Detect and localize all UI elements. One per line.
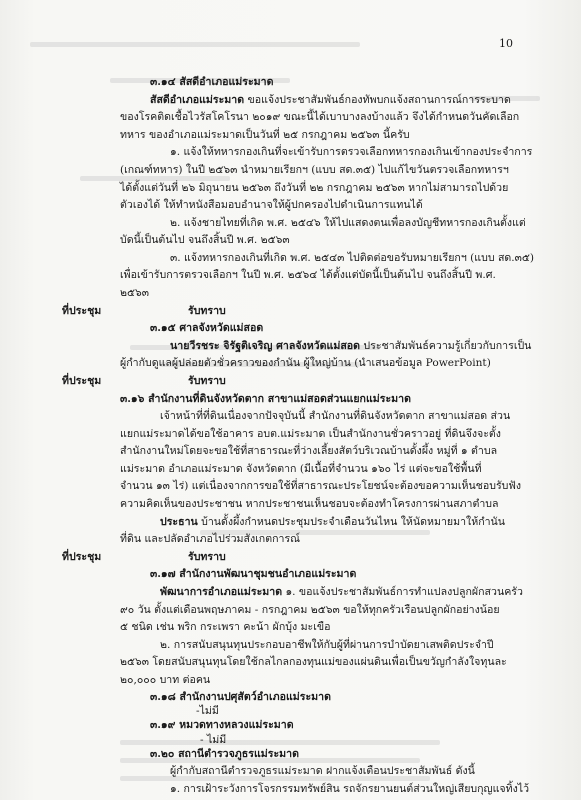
- acknowledged-text: รับทราบ: [188, 304, 226, 317]
- paragraph-line: ตัวเองได้ ให้ทำหนังสือมอบอำนาจให้ผู้ปกครองไปดำเนินการแทนได้: [120, 199, 423, 212]
- paragraph-line: ๒. การสนับสนุนทุนประกอบอาชีพให้กับผู้ที่ผ่านการบำบัดยาเสพติดประจำปี: [160, 638, 494, 651]
- paragraph-line: ๒๐,๐๐๐ บาท ต่อคน: [120, 673, 211, 686]
- meeting-label: ที่ประชุม: [62, 550, 102, 563]
- section-heading: ๓.๑๖ สำนักงานที่ดินจังหวัดตาก สาขาแม่สอดส่วนแยกแม่ระมาด: [120, 392, 411, 405]
- paragraph-line: ที่ดิน และปลัดอำเภอไปร่วมสังเกตการณ์: [120, 533, 300, 546]
- paragraph-line: แยกแม่ระมาดได้ขอใช้อาคาร อบต.แม่ระมาด เป็นสำนักงานชั่วคราวอยู่ ที่ดินจึงจะตั้ง: [120, 427, 501, 440]
- paragraph-line: ๒. แจ้งชายไทยที่เกิด พ.ศ. ๒๕๔๖ ให้ไปแสดงตนเพื่อลงบัญชีทหารกองเกินตั้งแต่: [170, 216, 526, 229]
- acknowledged-text: รับทราบ: [188, 374, 226, 387]
- paragraph-line: เจ้าหน้าที่ที่ดินเนื่องจากปัจจุบันนี้ สำนักงานที่ดินจังหวัดตาก สาขาแม่สอด ส่วน: [160, 410, 511, 423]
- line-text: ๑. ขอแจ้งประชาสัมพันธ์การทำแปลงปลูกผักสวนครัว: [282, 585, 523, 598]
- speaker-name: นายวีรชระ จิรัฐติเจริญ ศาลจังหวัดแม่สอด: [170, 339, 361, 352]
- line-text: บ้านดั้งผึ้งกำหนดประชุมประจำเดือนวันไหน ให้นัดหมายมาให้กำนัน: [197, 515, 506, 528]
- paragraph-line: [170, 339, 531, 353]
- paragraph-line: [160, 585, 523, 599]
- line-text: ประชาสัมพันธ์ความรู้เกี่ยวกับการเป็น: [360, 339, 532, 352]
- paragraph-line: ๙๐ วัน ตั้งแต่เดือนพฤษภาคม - กรกฎาคม ๒๕๖๓ ขอให้ทุกครัวเรือนปลูกผักอย่างน้อย: [120, 603, 500, 616]
- paragraph-line: เพื่อเข้ารับการตรวจเลือกฯ ในปี พ.ศ. ๒๕๖๔ ได้ตั้งแต่บัดนี้เป็นต้นไป จนถึงสิ้นปี พ.ศ.: [120, 269, 496, 282]
- line-text: ขอแจ้งประชาสัมพันธ์กองทัพบกแจ้งสถานการณ์การระบาด: [244, 93, 511, 106]
- paragraph-line: บัดนี้เป็นต้นไป จนถึงสิ้นปี พ.ศ. ๒๕๖๓: [120, 234, 290, 247]
- speaker-name: สัสดีอำเภอแม่ระมาด: [150, 93, 245, 106]
- paragraph-line: ของโรคติดเชื้อไวรัสโคโรนา ๒๐๑๙ ขณะนี้ได้เบาบางลงบ้างแล้ว จึงได้กำหนดวันคัดเลือก: [120, 111, 520, 124]
- paragraph-line: ความคิดเห็นของประชาชน หากประชาชนเห็นชอบจะต้องทำโครงการผ่านสภาตำบล: [120, 498, 499, 510]
- paragraph-line: [160, 515, 505, 529]
- meeting-label: ที่ประชุม: [62, 374, 102, 387]
- paragraph-line: จำนวน ๑๓ ไร่) แต่เนื่องจากการขอใช้ที่สาธารณะประโยชน์จะต้องขอความเห็นชอบรับฟัง: [120, 480, 522, 493]
- speaker-name: พัฒนาการอำเภอแม่ระมาด: [160, 585, 283, 598]
- speaker-name: ประธาน: [160, 515, 198, 528]
- paragraph-line: ๑. การเฝ้าระวังการโจรกรรมทรัพย์สิน รถจักรยานยนต์ส่วนใหญ่เสียบกุญแจทิ้งไว้: [170, 783, 530, 795]
- paragraph-line: ๒๕๖๓: [120, 287, 149, 299]
- paragraph-line: [150, 93, 511, 107]
- section-heading: ๓.๑๘ สำนักงานปศุสัตว์อำเภอแม่ระมาด: [150, 691, 331, 704]
- paragraph-line: ได้ตั้งแต่วันที่ ๒๖ มิถุนายน ๒๕๖๓ ถึงวันที่ ๒๒ กรกฎาคม ๒๕๖๓ หากไม่สามารถไปด้วย: [120, 181, 509, 194]
- paragraph-line: ผู้กำกับสถานีตำรวจภูธรแม่ระมาด ฝากแจ้งเตือนประชาสัมพันธ์ ดังนี้: [170, 765, 475, 778]
- paragraph-line: แม่ระมาด อำเภอแม่ระมาด จังหวัดตาก (มีเนื้อที่จำนวน ๑๖๐ ไร่ แต่จะขอใช้พื้นที่: [120, 462, 482, 475]
- paragraph-line: ๒๕๖๓ โดยสนับสนุนทุนโดยใช้กลไกลกองทุนแม่ของแผ่นดินเพื่อเป็นขวัญกำลังใจทุนละ: [120, 656, 507, 669]
- none-text: - ไม่มี: [200, 734, 227, 746]
- page-number: 10: [499, 37, 513, 50]
- paragraph-line: (เกณฑ์ทหาร) ในปี ๒๕๖๓ นำหมายเรียกฯ (แบบ สด.๓๕) ไปแก้ไขวันตรวจเลือกทหารฯ: [120, 163, 509, 176]
- section-heading: ๓.๑๔ สัสดีอำเภอแม่ระมาด: [150, 76, 274, 88]
- section-heading: ๓.๑๗ สำนักงานพัฒนาชุมชนอำเภอแม่ระมาด: [150, 568, 357, 581]
- paragraph-line: ๕ ชนิด เช่น พริก กระเพรา คะน้า ผักบุ้ง มะเขือ: [120, 621, 331, 634]
- paragraph-line: ๑. แจ้งให้ทหารกองเกินที่จะเข้ารับการตรวจเลือกทหารกองเกินเข้ากองประจำการ: [170, 146, 533, 159]
- paragraph-line: ทหาร ของอำเภอแม่ระมาดเป็นวันที่ ๒๕ กรกฎาคม ๒๕๖๓ นี้ครับ: [120, 128, 410, 141]
- section-heading: ๓.๒๐ สถานีตำรวจภูธรแม่ระมาด: [150, 747, 299, 760]
- paragraph-line: ผู้กำกับดูแลผู้ปล่อยตัวชั่วคราวของกำนัน ผู้ใหญ่บ้าน (นำเสนอข้อมูล PowerPoint): [120, 357, 491, 370]
- paragraph-line: ๓. แจ้งทหารกองเกินที่เกิด พ.ศ. ๒๕๔๓ ไปติดต่อขอรับหมายเรียกฯ (แบบ สด.๓๕): [170, 251, 535, 264]
- section-heading: ๓.๑๙ หมวดทางหลวงแม่ระมาด: [150, 719, 294, 732]
- meeting-label: ที่ประชุม: [62, 304, 102, 317]
- none-text: -ไม่มี: [196, 705, 219, 718]
- section-heading: ๓.๑๕ ศาลจังหวัดแม่สอด: [150, 322, 264, 335]
- paragraph-line: สำนักงานใหม่โดยจะขอใช้ที่สาธารณะที่ว่างเลี้ยงสัตว์บริเวณบ้านดั้งผึ้ง หมู่ที่ ๑ ตำบล: [120, 445, 498, 458]
- acknowledged-text: รับทราบ: [188, 550, 226, 563]
